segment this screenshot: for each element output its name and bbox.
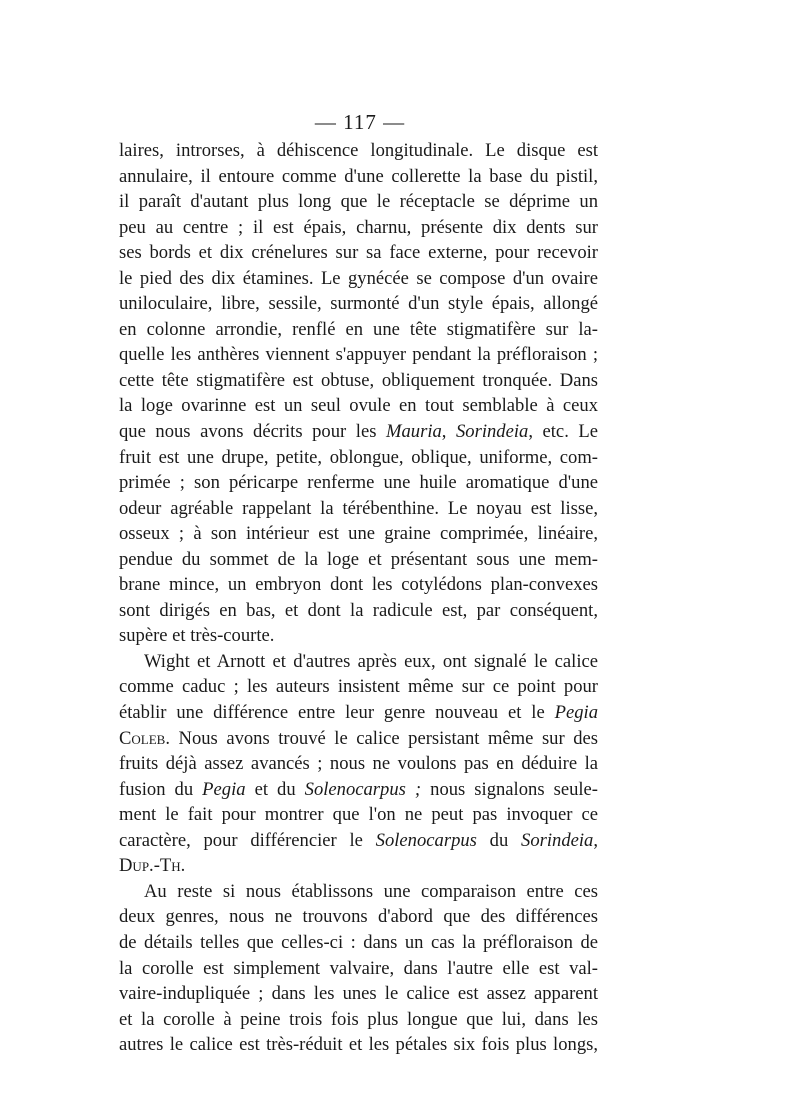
text-line: vaire-indupliquée ; dans les unes le calice est assez apparent (119, 983, 598, 1005)
taxon-name: Solenocarpus ; (304, 778, 422, 800)
text-line: fruits déjà assez avancés ; nous ne voulons pas en déduire la (119, 753, 598, 775)
text-line: la corolle est simplement valvaire, dans l'autre elle est val- (119, 957, 598, 979)
text-line: uniloculaire, libre, sessile, surmonté d'un style épais, allongé (119, 293, 598, 315)
text-line: de détails telles que celles-ci : dans un cas la préfloraison de (119, 931, 598, 953)
text-line: osseux ; à son intérieur est une graine comprimée, linéaire, (119, 523, 598, 545)
text-line: en colonne arrondie, renflé en une tête stigmatifère sur la- (119, 318, 598, 340)
page-number: — 117 — (314, 110, 406, 134)
taxon-name: Mauria (386, 421, 442, 443)
text-line: que nous avons décrits pour les Mauria, Sorindeia, etc. Le (119, 421, 598, 443)
text-line: odeur agréable rappelant la térébenthine. Le noyau est lisse, (119, 497, 598, 519)
taxon-name: Sorindeia (456, 421, 529, 443)
text-line: le pied des dix étamines. Le gynécée se compose d'un ovaire (119, 267, 598, 289)
taxon-name: Pegia (202, 778, 246, 800)
text-line: et la corolle à peine trois fois plus longue que lui, dans les (119, 1008, 598, 1030)
text-line: annulaire, il entoure comme d'une collerette la base du pistil, (119, 165, 598, 187)
text-line: laires, introrses, à déhiscence longitudinale. Le disque est (119, 140, 598, 161)
text-line: Au reste si nous établissons une comparaison entre ces (144, 880, 598, 902)
text-line: Coleb. Nous avons trouvé le calice persistant même sur des (119, 727, 598, 749)
text-line: pendue du sommet de la loge et présentant sous une mem- (119, 548, 598, 570)
text-line: sont dirigés en bas, et dont la radicule est, par conséquent, (119, 599, 598, 621)
text-line: ses bords et dix crénelures sur sa face externe, pour recevoir (119, 242, 598, 264)
text-line: Dup.-Th. (119, 855, 186, 877)
text-line: la loge ovarinne est un seul ovule en tout semblable à ceux (119, 395, 598, 417)
taxon-name: Pegia (554, 702, 598, 724)
text-line: deux genres, nous ne trouvons d'abord que des différences (119, 906, 598, 928)
text-line: fusion du Pegia et du Solenocarpus ; nous signalons seule- (119, 778, 598, 800)
text-line: ment le fait pour montrer que l'on ne peut pas invoquer ce (119, 804, 598, 826)
text-line: établir une différence entre leur genre nouveau et le Pegia (119, 702, 598, 724)
text-line: comme caduc ; les auteurs insistent même sur ce point pour (119, 676, 598, 698)
text-line: Wight et Arnott et d'autres après eux, ont signalé le calice (144, 650, 598, 672)
text-line: il paraît d'autant plus long que le réceptacle se déprime un (119, 191, 598, 213)
author-name: Dup.-Th (119, 855, 181, 877)
text-line: primée ; son péricarpe renferme une huile aromatique d'une (119, 472, 598, 494)
text-line: cette tête stigmatifère est obtuse, obliquement tronquée. Dans (119, 369, 598, 391)
text-line: quelle les anthères viennent s'appuyer pendant la préfloraison ; (119, 344, 598, 366)
taxon-name: Sorindeia (521, 829, 594, 851)
text-line: peu au centre ; il est épais, charnu, présente dix dents sur (119, 216, 598, 238)
author-name: Coleb (119, 727, 166, 749)
taxon-name: Solenocarpus (375, 829, 477, 851)
text-line: autres le calice est très-réduit et les pétales six fois plus longs, (119, 1034, 598, 1056)
text-line: caractère, pour différencier le Solenocarpus du Sorindeia, (119, 829, 598, 851)
text-line: fruit est une drupe, petite, oblongue, oblique, uniforme, com- (119, 446, 598, 468)
text-line: supère et très-courte. (119, 625, 275, 647)
text-line: brane mince, un embryon dont les cotylédons plan-convexes (119, 574, 598, 596)
body-text (119, 138, 598, 1058)
